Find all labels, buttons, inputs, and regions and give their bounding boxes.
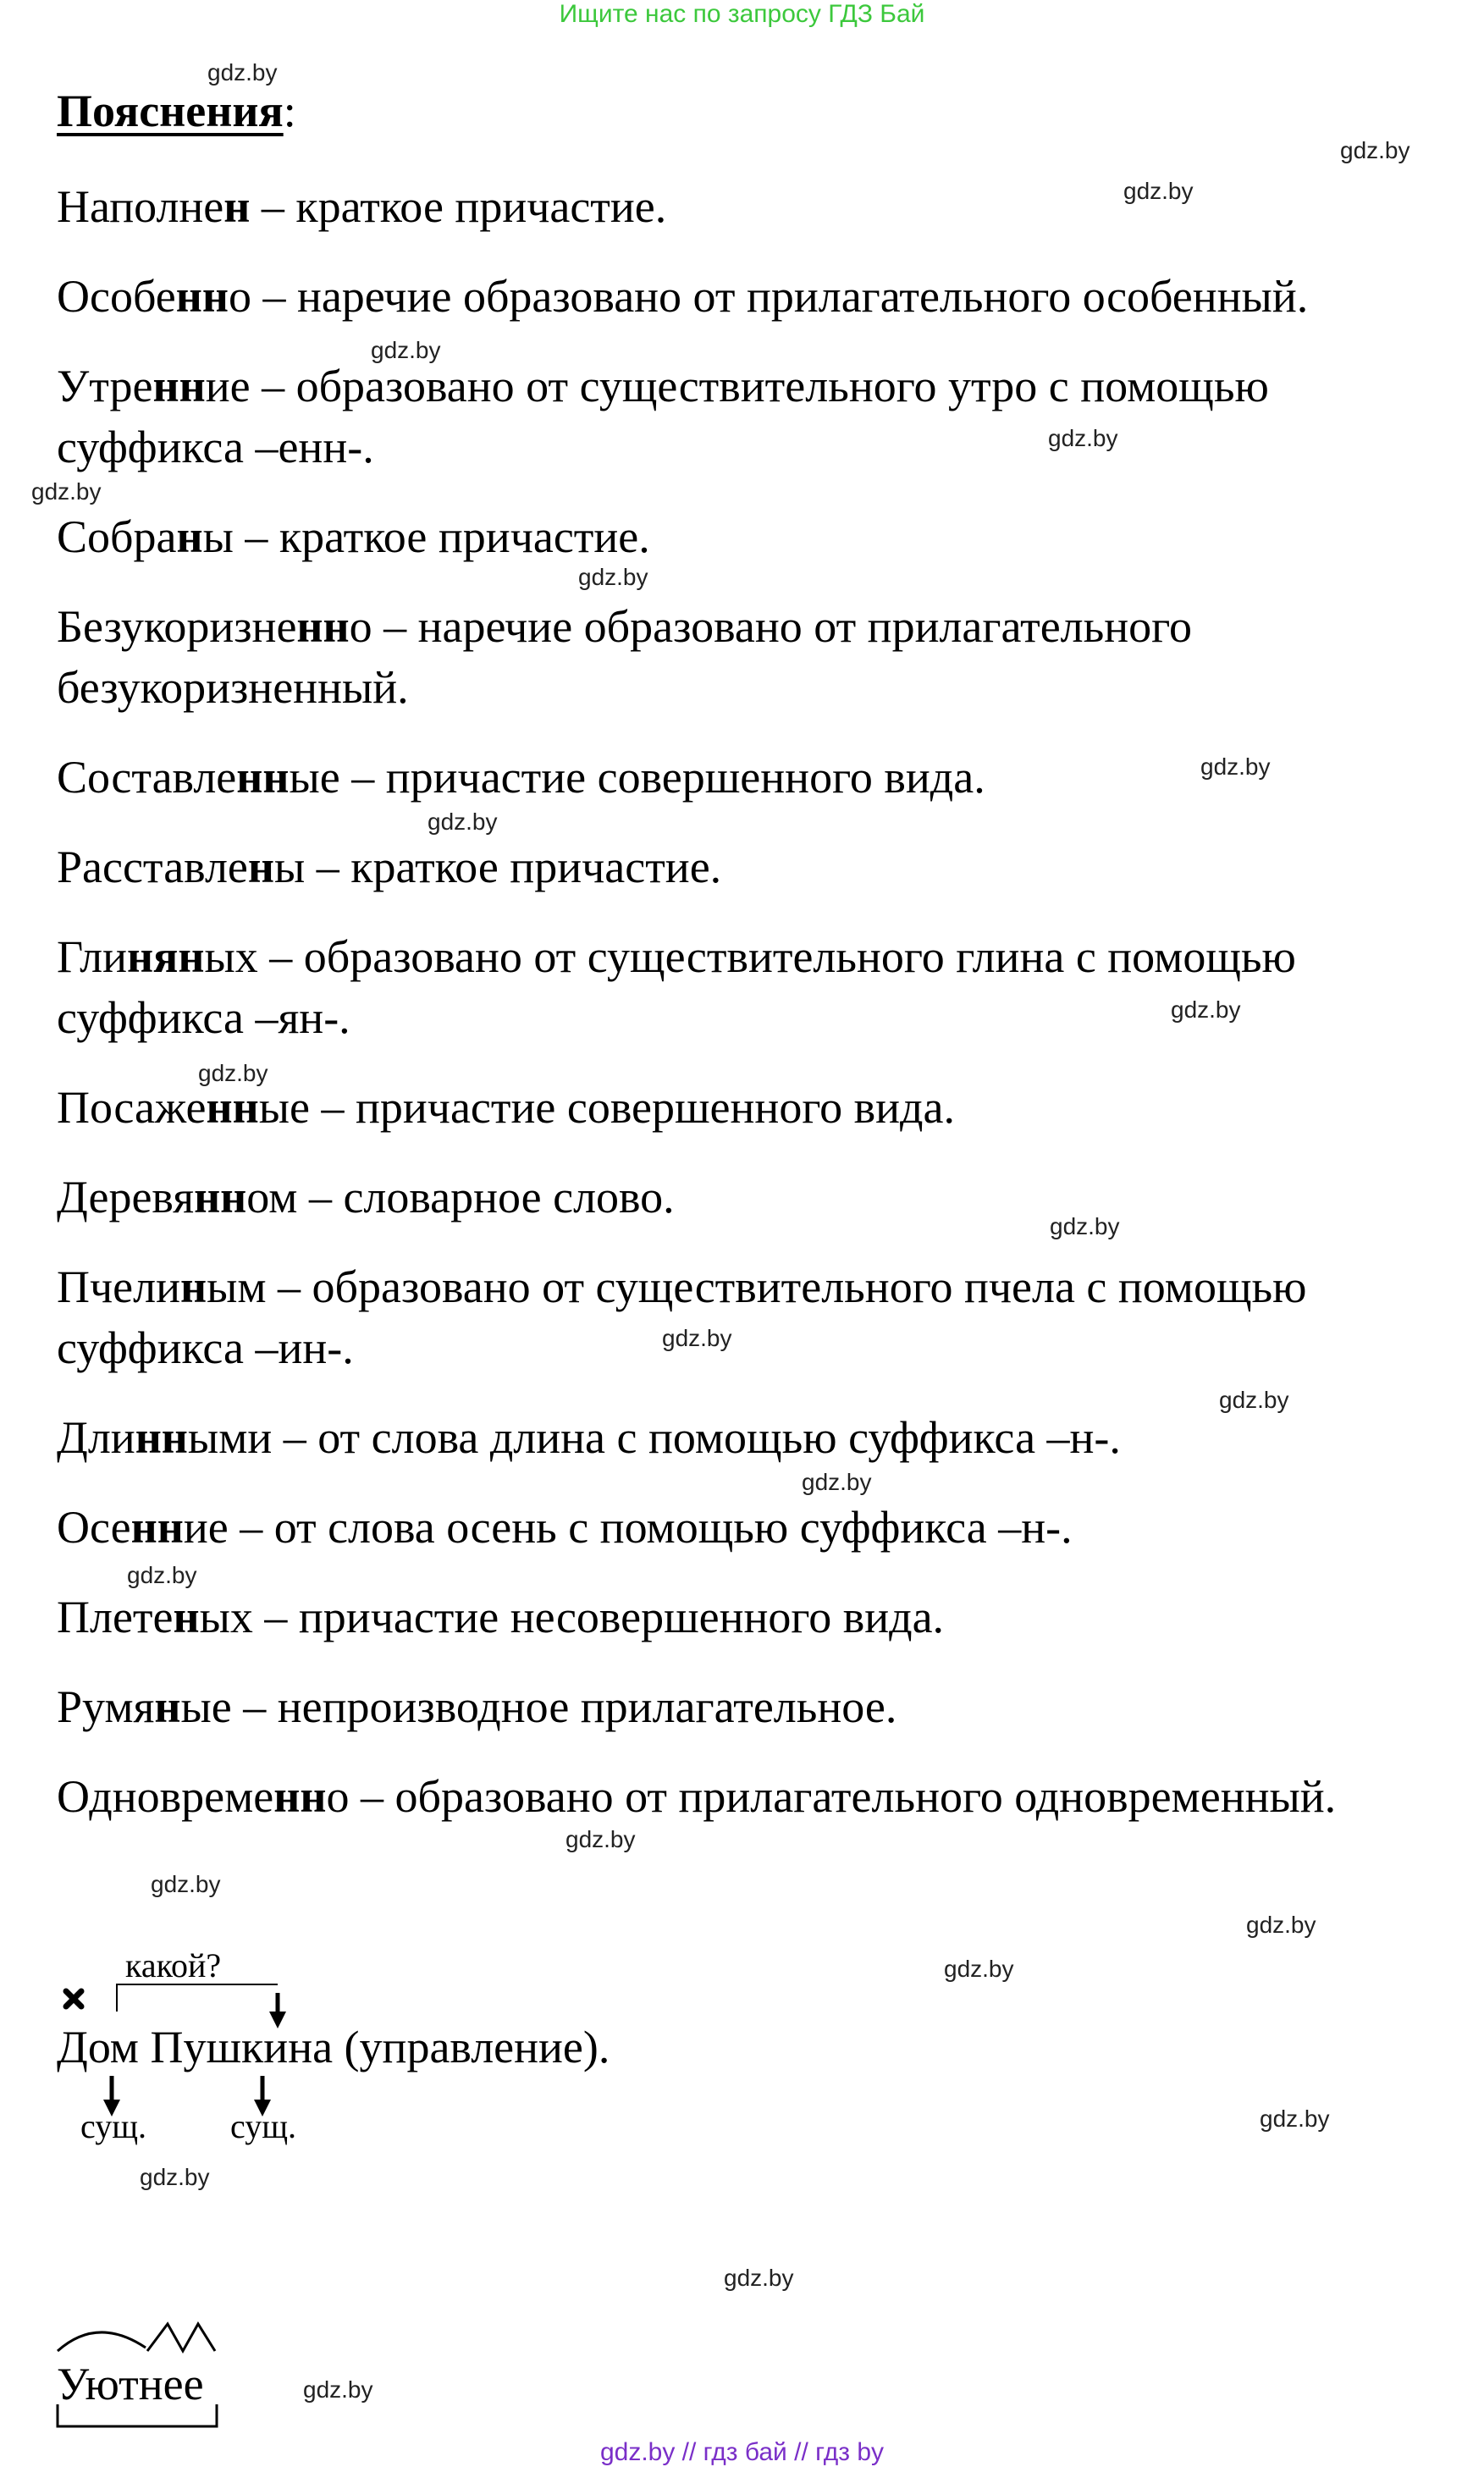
explanation-item: Осенние – от слова осень с помощью суффикса –н-. (57, 1502, 1073, 1553)
watermark: gdz.by (1200, 753, 1271, 780)
watermark: gdz.by (303, 2376, 373, 2403)
watermark: gdz.by (127, 1562, 197, 1588)
ending-mark (51, 2401, 229, 2435)
watermark: gdz.by (198, 1060, 268, 1086)
watermark: gdz.by (724, 2265, 794, 2291)
explanation-item: Одновременно – образовано от прилагательного одновременный. (57, 1771, 1337, 1822)
top-banner[interactable]: Ищите нас по запросу ГДЗ Бай (559, 0, 925, 28)
watermark: gdz.by (1340, 137, 1410, 163)
watermark: gdz.by (1260, 2105, 1330, 2132)
footer-links[interactable]: gdz.by // гдз бай // гдз by (599, 2438, 885, 2466)
parse-question: какой? (125, 1946, 222, 1984)
morpheme-word: Уютнее (57, 2359, 204, 2409)
explanation-item: Плетеных – причастие несовершенного вида. (57, 1592, 945, 1642)
parse-sentence: Дом Пушкина (управление). (57, 2022, 610, 2072)
explanation-item: Румяные – непроизводное прилагательное. (57, 1681, 897, 1732)
explanation-item: Составленные – причастие совершенного вида. (57, 752, 985, 803)
explanation-item: Глиняных – образовано от существительного глина с помощью суффикса –ян-. (57, 931, 1296, 1043)
explanation-item: Посаженные – причастие совершенного вида. (57, 1082, 955, 1133)
page-heading (57, 85, 296, 137)
explanation-item: Безукоризненно – наречие образовано от прилагательного безукоризненный. (57, 601, 1192, 713)
explanation-item: Длинными – от слова длина с помощью суффикса –н-. (57, 1412, 1121, 1463)
watermark: gdz.by (662, 1325, 732, 1351)
watermark: gdz.by (1246, 1912, 1316, 1938)
connection-line (117, 1984, 278, 2012)
explanation-item: Пчелиным – образовано от существительного пчела с помощью суффикса –ин-. (57, 1261, 1307, 1373)
watermark: gdz.by (802, 1469, 872, 1495)
watermark: gdz.by (371, 337, 441, 363)
watermark: gdz.by (1050, 1213, 1120, 1239)
heading-colon: : (283, 86, 296, 136)
suffix-mark (147, 2324, 215, 2351)
part-of-speech-label: сущ. (230, 2107, 297, 2145)
stem-bracket (58, 2404, 217, 2426)
watermark: gdz.by (1123, 178, 1194, 204)
cross-icon (66, 1991, 81, 2006)
watermark: gdz.by (31, 478, 102, 505)
watermark: gdz.by (578, 564, 648, 590)
heading-text: Пояснения (57, 86, 284, 136)
watermark: gdz.by (140, 2164, 210, 2190)
explanation-item: Расставлены – краткое причастие. (57, 842, 722, 892)
root-arc (58, 2332, 146, 2351)
explanation-item: Наполнен – краткое причастие. (57, 181, 667, 232)
watermark: gdz.by (1219, 1387, 1289, 1413)
watermark: gdz.by (1171, 996, 1241, 1023)
watermark: gdz.by (207, 59, 278, 86)
part-of-speech-label: сущ. (80, 2107, 147, 2145)
explanation-item: Деревянном – словарное слово. (57, 1172, 675, 1222)
explanation-item: Особенно – наречие образовано от прилагательного особенный. (57, 271, 1309, 322)
explanation-item: Утренние – образовано от существительного утро с помощью суффикса –енн-. (57, 361, 1269, 472)
watermark: gdz.by (428, 809, 498, 835)
watermark: gdz.by (151, 1871, 221, 1897)
watermark: gdz.by (565, 1826, 636, 1852)
watermark: gdz.by (944, 1956, 1014, 1982)
explanation-item: Собраны – краткое причастие. (57, 511, 650, 562)
watermark: gdz.by (1048, 425, 1118, 451)
